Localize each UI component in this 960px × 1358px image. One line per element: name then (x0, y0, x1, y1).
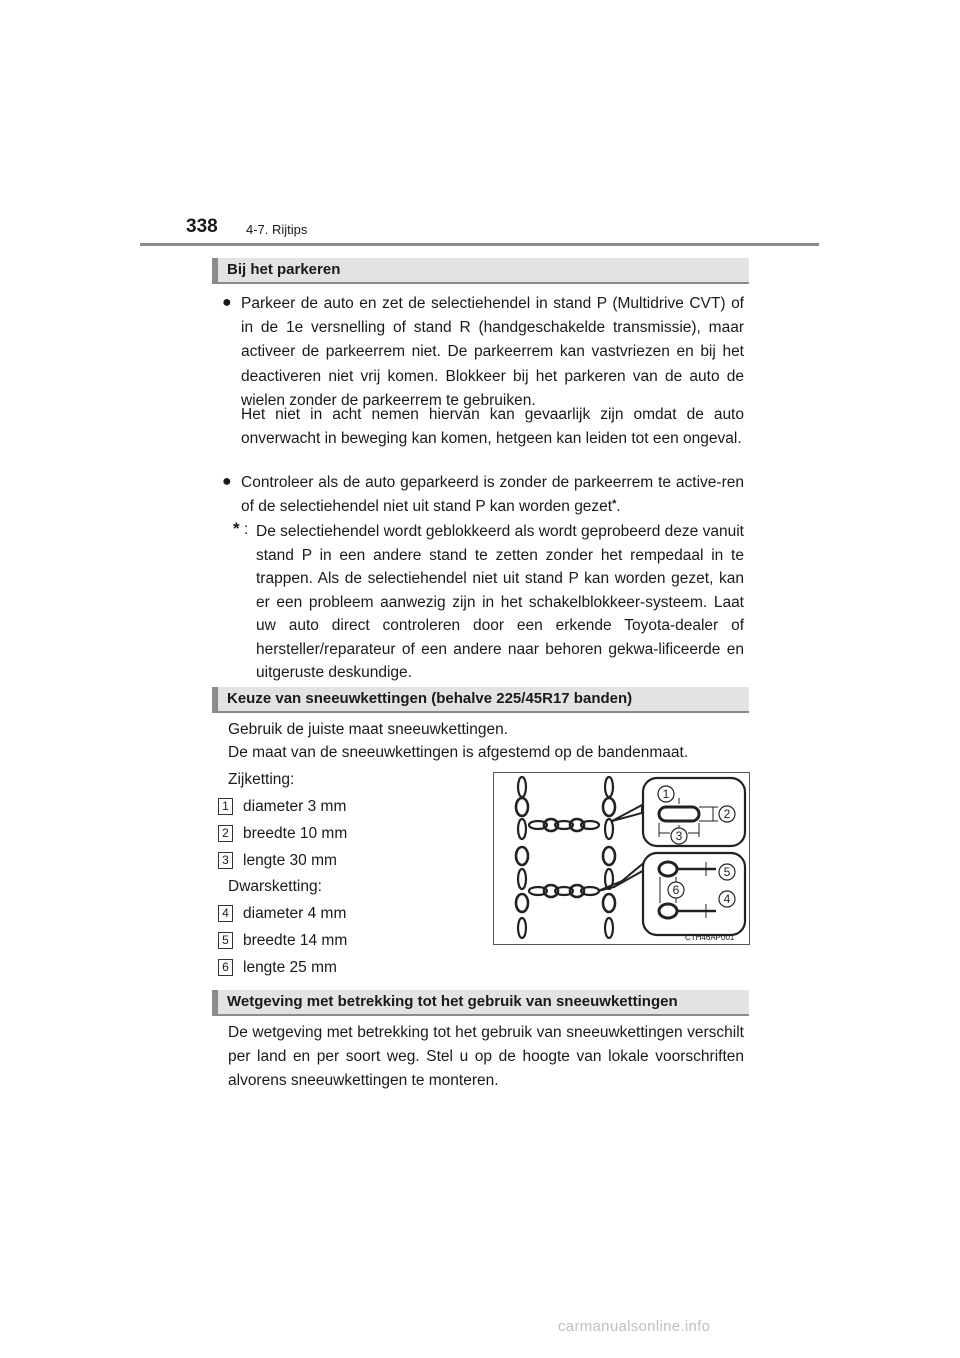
spec-number: 5 (218, 932, 233, 949)
spec-diameter-cross: diameter 4 mm (243, 905, 347, 922)
callout-6-label: 6 (672, 883, 680, 897)
spec-number: 2 (218, 825, 233, 842)
legislation-text: De wetgeving met betrekking tot het gebruik van sneeuwkettingen verschilt per land en per soort weg. Stel u op de hoogte van lokale voorschriften alvorens sneeuwkettingen te monteren. (228, 1024, 744, 1090)
chains-intro-1: Gebruik de juiste maat sneeuwkettingen. (228, 721, 509, 738)
callout-1-label: 1 (662, 787, 670, 801)
spec-width-side: breedte 10 mm (243, 825, 348, 842)
callout-3-label: 3 (675, 829, 683, 843)
footnote-marker: * (233, 519, 240, 538)
page-number: 338 (186, 216, 218, 237)
header-rule (140, 243, 819, 246)
bullet-icon: ● (222, 294, 232, 311)
side-chain-label: Zijketting: (228, 771, 295, 788)
parking-bullet-1: Parkeer de auto en zet de selectiehendel in stand P (Multidrive CVT) of in de 1e versnelling of stand R (handgeschakelde transmissie), maar activeer de parkeerrem niet. De parkeerrem kan vastvriezen en bij het deactiveren niet vrij komen. Blokkeer bij het parkeren van de auto de wielen zonder de parkeerrem te gebruiken. (241, 295, 744, 409)
parking-bullet-2 (241, 471, 744, 519)
parking-bullet-2-end: . (616, 498, 621, 516)
figure-code: CTH46AP001 (685, 933, 735, 942)
section-heading-parking: Bij het parkeren (212, 258, 749, 284)
parking-bullet-1-followup: Het niet in acht nemen hiervan kan gevaarlijk zijn omdat de auto onverwacht in beweging kan komen, hetgeen kan leiden tot een ongeval. (241, 406, 744, 448)
spec-length-side: lengte 30 mm (243, 852, 337, 869)
callout-4-label: 4 (723, 892, 731, 906)
spec-length-cross: lengte 25 mm (243, 959, 337, 976)
spec-width-cross: breedte 14 mm (243, 932, 348, 949)
cross-chain-label: Dwarsketting: (228, 878, 322, 895)
watermark: carmanualsonline.info (558, 1318, 711, 1335)
section-heading-chains: Keuze van sneeuwkettingen (behalve 225/45R17 banden) (212, 687, 749, 713)
spec-diameter-side: diameter 3 mm (243, 798, 347, 815)
parking-bullet-2-text: Controleer als de auto geparkeerd is zonder de parkeerrem te active-ren of de selectiehendel niet uit stand P kan worden gezet (241, 474, 744, 516)
spec-number: 6 (218, 959, 233, 976)
footnote-colon: : (244, 521, 249, 538)
section-heading-legislation: Wetgeving met betrekking tot het gebruik van sneeuwkettingen (212, 990, 749, 1016)
section-label: 4-7. Rijtips (246, 222, 308, 237)
chains-intro-2: De maat van de sneeuwkettingen is afgestemd op de bandenmaat. (228, 744, 689, 761)
spec-number: 3 (218, 852, 233, 869)
spec-number: 1 (218, 798, 233, 815)
snow-chain-illustration (494, 773, 750, 945)
footnote-text: De selectiehendel wordt geblokkeerd als wordt geprobeerd deze vanuit stand P in een andere stand te zetten zonder het rempedaal in te trappen. Als de selectiehendel niet uit stand P kan worden gezet, kan er een probleem aanwezig zijn in het schakelblokkeer-systeem. Laat uw auto direct controleren door een erkende Toyota-dealer of hersteller/reparateur of een andere naar behoren gekwa-lificeerde en uitgeruste deskundige. (256, 523, 744, 681)
snow-chain-figure (493, 772, 750, 945)
bullet-icon: ● (222, 473, 232, 490)
callout-2-label: 2 (723, 807, 731, 821)
spec-number: 4 (218, 905, 233, 922)
asterisk-mark: * (612, 498, 617, 511)
callout-5-label: 5 (723, 865, 731, 879)
